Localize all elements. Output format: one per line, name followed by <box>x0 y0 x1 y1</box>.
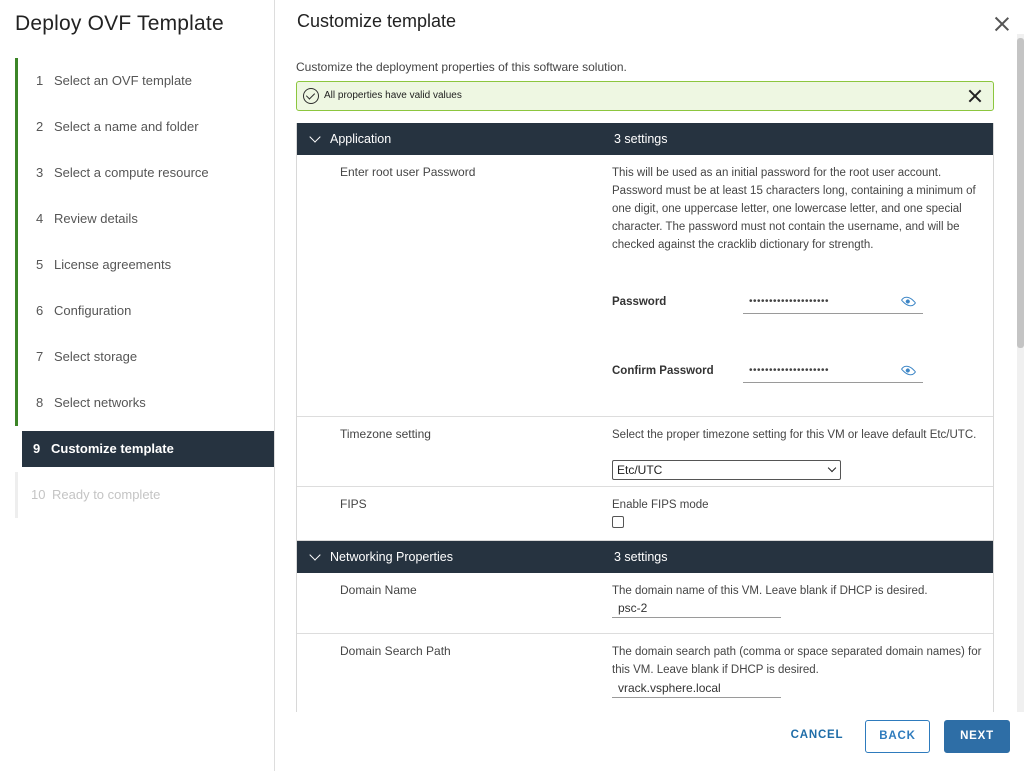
vertical-scrollbar[interactable] <box>1017 34 1024 720</box>
password-label: Password <box>612 296 667 308</box>
step-number: 3 <box>36 165 44 180</box>
fips-checkbox[interactable] <box>612 516 624 528</box>
networking-group <box>296 541 994 712</box>
password-value: •••••••••••••••••••• <box>749 296 830 307</box>
step-label: Configuration <box>54 303 132 318</box>
back-button[interactable]: BACK <box>865 720 930 753</box>
step-number: 8 <box>36 395 44 410</box>
step-configuration[interactable] <box>15 288 275 334</box>
step-number: 10 <box>31 487 46 502</box>
confirm-password-label: Confirm Password <box>612 365 714 377</box>
step-number: 4 <box>36 211 44 226</box>
close-icon[interactable] <box>992 14 1012 34</box>
step-label: Customize template <box>51 441 174 456</box>
chevron-down-icon <box>309 549 320 560</box>
step-select-ovf-template[interactable] <box>15 58 275 104</box>
setting-description: This will be used as an initial password for the root user account. Password must be at least 15 characters long, containing a minimum of one digit, one uppercase letter, one lowercase letter, and one special character. The password must not contain the username, and will be checked against the cracklib dictionary for strength. <box>612 167 976 251</box>
domain-search-path-input[interactable]: vrack.vsphere.local <box>612 678 781 698</box>
step-select-name-folder[interactable] <box>15 104 275 150</box>
step-label: Select storage <box>54 349 138 364</box>
step-label: Review details <box>54 211 138 226</box>
step-number: 9 <box>33 441 41 456</box>
timezone-row <box>297 416 993 486</box>
chevron-down-icon <box>828 464 836 472</box>
chevron-down-icon <box>309 131 320 142</box>
alert-message: All properties have valid values <box>324 90 462 101</box>
step-ready-to-complete <box>15 472 275 518</box>
confirm-password-input[interactable] <box>743 361 923 383</box>
step-select-storage[interactable] <box>15 334 275 380</box>
eye-icon[interactable] <box>901 363 917 379</box>
domain-search-path-row <box>297 633 993 711</box>
wizard-steps <box>15 58 275 518</box>
timezone-selected-value: Etc/UTC <box>617 463 663 477</box>
step-review-details[interactable] <box>15 196 275 242</box>
wizard-nav <box>0 0 275 771</box>
wizard-footer <box>276 712 1024 771</box>
setting-label: Timezone setting <box>340 427 431 441</box>
step-label: Select a compute resource <box>54 165 209 180</box>
group-label: Networking Properties <box>330 550 453 564</box>
settings-scroll-area[interactable] <box>276 52 1024 712</box>
setting-description: Select the proper timezone setting for this VM or leave default Etc/UTC. <box>612 429 977 441</box>
setting-label: FIPS <box>340 497 367 511</box>
root-password-row <box>297 155 993 416</box>
validation-alert <box>296 81 994 111</box>
step-number: 1 <box>36 73 44 88</box>
eye-icon[interactable] <box>901 294 917 310</box>
step-select-compute-resource[interactable] <box>15 150 275 196</box>
networking-group-header[interactable] <box>297 541 993 573</box>
cancel-button[interactable]: CANCEL <box>790 729 844 741</box>
group-settings-count: 3 settings <box>614 550 668 564</box>
step-label: Ready to complete <box>52 487 161 502</box>
check-circle-icon <box>303 88 319 104</box>
step-label: Select an OVF template <box>54 73 193 88</box>
next-button[interactable]: NEXT <box>944 720 1010 753</box>
application-group-header[interactable] <box>297 123 993 155</box>
domain-name-input[interactable]: psc-2 <box>612 598 781 618</box>
step-number: 5 <box>36 257 44 272</box>
application-group <box>296 123 994 541</box>
step-label: Select a name and folder <box>54 119 199 134</box>
alert-close-icon[interactable] <box>967 88 983 104</box>
setting-label: Enter root user Password <box>340 165 476 179</box>
domain-name-row <box>297 573 993 633</box>
setting-description: The domain name of this VM. Leave blank if DHCP is desired. <box>612 585 928 597</box>
main-panel <box>276 0 1024 771</box>
page-title: Customize template <box>297 11 457 31</box>
password-input[interactable] <box>743 292 923 314</box>
step-number: 7 <box>36 349 44 364</box>
step-select-networks[interactable] <box>15 380 275 426</box>
group-settings-count: 3 settings <box>614 132 668 146</box>
intro-text: Customize the deployment properties of this software solution. <box>296 60 627 74</box>
step-license-agreements[interactable] <box>15 242 275 288</box>
confirm-password-value: •••••••••••••••••••• <box>749 365 830 376</box>
setting-description: Enable FIPS mode <box>612 499 709 511</box>
timezone-select[interactable] <box>612 460 841 480</box>
step-customize-template[interactable] <box>22 431 274 467</box>
fips-row <box>297 486 993 540</box>
step-label: License agreements <box>54 257 172 272</box>
setting-label: Domain Name <box>340 583 417 597</box>
group-label: Application <box>330 132 392 146</box>
wizard-title: Deploy OVF Template <box>15 12 224 35</box>
scrollbar-thumb[interactable] <box>1017 38 1024 348</box>
setting-label: Domain Search Path <box>340 644 451 658</box>
step-label: Select networks <box>54 395 146 410</box>
step-number: 2 <box>36 119 44 134</box>
setting-description: The domain search path (comma or space separated domain names) for this VM. Leave blank if DHCP is desired. <box>612 646 982 676</box>
step-number: 6 <box>36 303 44 318</box>
